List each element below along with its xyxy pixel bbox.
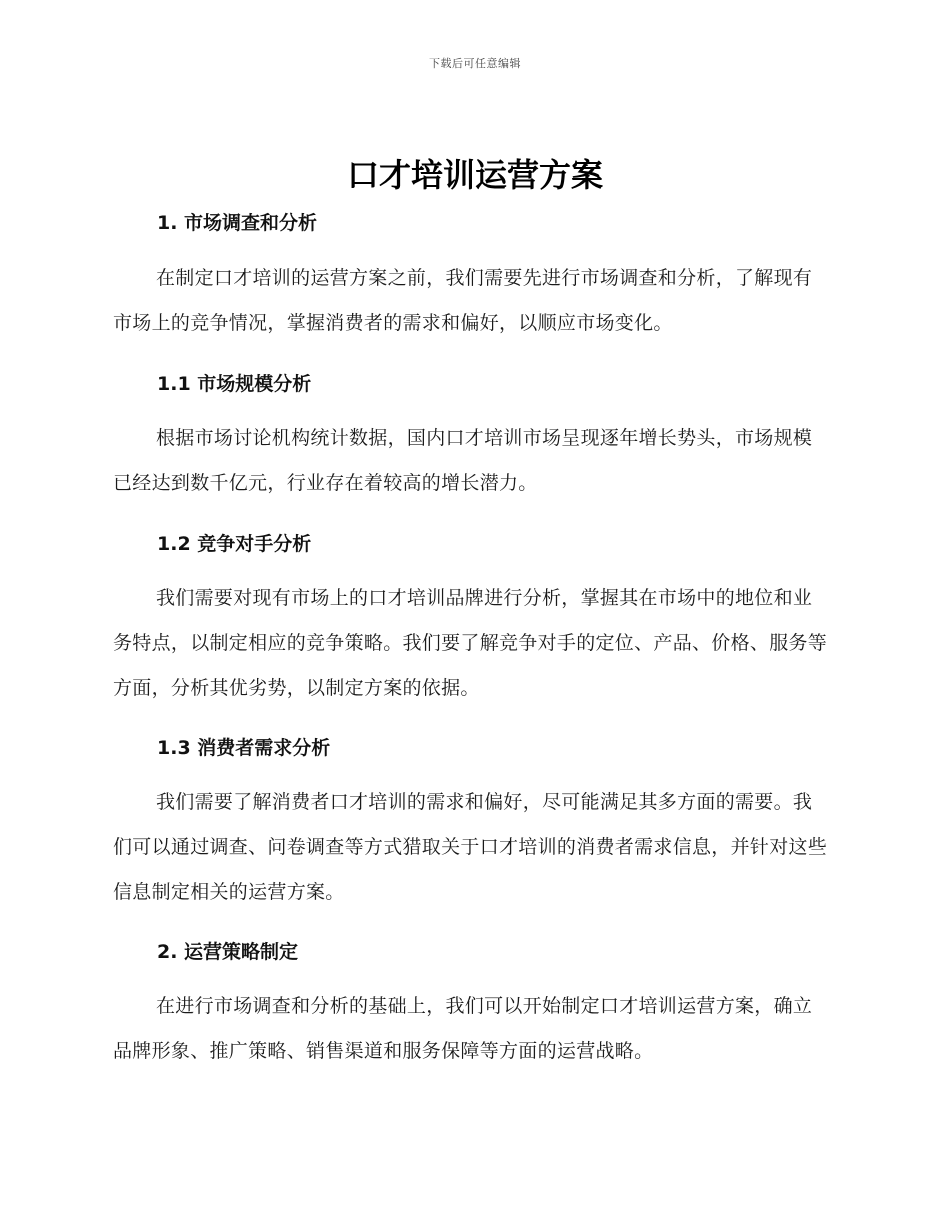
paragraph-market-size: 根据市场讨论机构统计数据，国内口才培训市场呈现逐年增长势头，市场规模已经达到数千亿元，行业存在着较高的增长潜力。: [113, 427, 813, 494]
section-heading-strategy: 2. 运营策略制定: [157, 941, 299, 963]
header-note: 下载后可任意编辑: [429, 57, 521, 70]
paragraph-market-research: 在制定口才培训的运营方案之前，我们需要先进行市场调查和分析，了解现有市场上的竞争情况，掌握消费者的需求和偏好，以顺应市场变化。: [113, 267, 813, 334]
section-heading-market-research: 1. 市场调查和分析: [157, 212, 318, 234]
section-heading-consumer-needs: 1.3 消费者需求分析: [157, 737, 331, 759]
page-title: 口才培训运营方案: [346, 156, 603, 194]
paragraph-strategy: 在进行市场调查和分析的基础上，我们可以开始制定口才培训运营方案，确立品牌形象、推广策略、销售渠道和服务保障等方面的运营战略。: [113, 995, 813, 1062]
paragraph-competitor: 我们需要对现有市场上的口才培训品牌进行分析，掌握其在市场中的地位和业务特点，以制定相应的竞争策略。我们要了解竞争对手的定位、产品、价格、服务等方面，分析其优劣势，以制定方案的依据。: [113, 587, 828, 699]
section-heading-market-size: 1.1 市场规模分析: [157, 373, 312, 395]
section-heading-competitor: 1.2 竞争对手分析: [157, 533, 312, 555]
paragraph-consumer-needs: 我们需要了解消费者口才培训的需求和偏好，尽可能满足其多方面的需要。我们可以通过调查、问卷调查等方式猎取关于口才培训的消费者需求信息，并针对这些信息制定相关的运营方案。: [113, 791, 828, 903]
